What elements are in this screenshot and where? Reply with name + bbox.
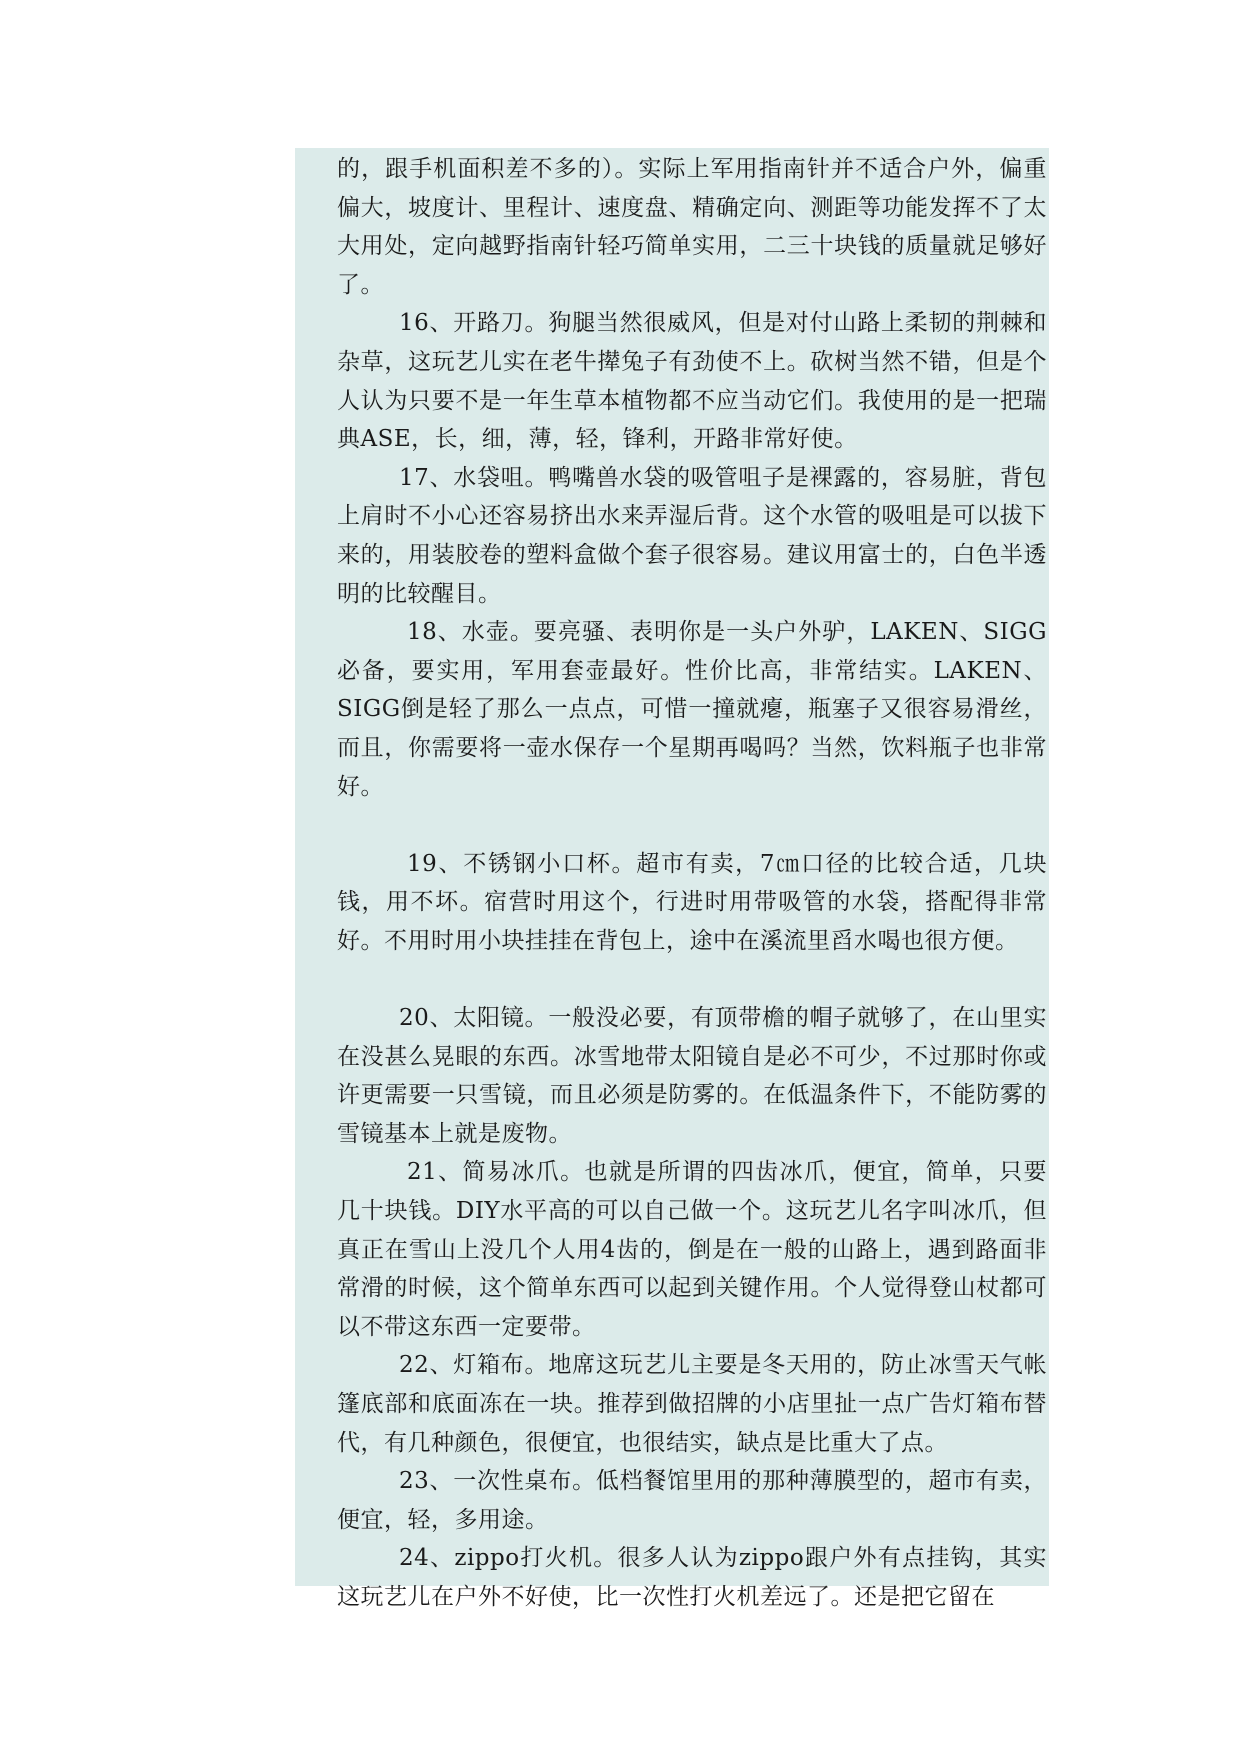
paragraph-18-water-bottle: 18、水壶。要亮骚、表明你是一头户外驴，LAKEN、SIGG必备，要实用，军用套壶最好。性价比高，非常结实。LAKEN、SIGG倒是轻了那么一点点，可惜一撞就瘪，瓶塞子又很容易滑丝，而且，你需要将一壶水保存一个星期再喝吗？当然，饮料瓶子也非常好。 (337, 619, 1047, 800)
paragraph-24-zippo: 24、zippo打火机。很多人认为zippo跟户外有点挂钩，其实这玩艺儿在户外不好使，比一次性打火机差远了。还是把它留在 (337, 1545, 1047, 1610)
document-body (337, 150, 1047, 1617)
paragraph-compass-end: 的，跟手机面积差不多的）。实际上军用指南针并不适合户外，偏重偏大，坡度计、里程计、速度盘、精确定向、测距等功能发挥不了太大用处，定向越野指南针轻巧简单实用，二三十块钱的质量就足够好了。 (337, 156, 1047, 298)
paragraph-gap (337, 806, 1047, 845)
paragraph-21-crampons: 21、简易冰爪。也就是所谓的四齿冰爪，便宜，简单，只要几十块钱。DIY水平高的可以自己做一个。这玩艺儿名字叫冰爪，但真正在雪山上没几个人用4齿的，倒是在一般的山路上，遇到路面非常滑的时候，这个简单东西可以起到关键作用。个人觉得登山杖都可以不带这东西一定要带。 (337, 1159, 1047, 1340)
paragraph-19-steel-cup: 19、不锈钢小口杯。超市有卖，7㎝口径的比较合适，几块钱，用不坏。宿营时用这个，行进时用带吸管的水袋，搭配得非常好。不用时用小块挂挂在背包上，途中在溪流里舀水喝也很方便。 (337, 850, 1047, 954)
paragraph-20-sunglasses: 20、太阳镜。一般没必要，有顶带檐的帽子就够了，在山里实在没甚么晃眼的东西。冰雪地带太阳镜自是必不可少，不过那时你或许更需要一只雪镜，而且必须是防雾的。在低温条件下，不能防雾的雪镜基本上就是废物。 (337, 1005, 1047, 1147)
paragraph-17-water-bag-nozzle: 17、水袋咀。鸭嘴兽水袋的吸管咀子是裸露的，容易脏，背包上肩时不小心还容易挤出水来弄湿后背。这个水管的吸咀是可以拔下来的，用装胶卷的塑料盒做个套子很容易。建议用富士的，白色半透明的比较醒目。 (337, 464, 1047, 607)
paragraph-16-machete: 16、开路刀。狗腿当然很威风，但是对付山路上柔韧的荆棘和杂草，这玩艺儿实在老牛撵兔子有劲使不上。砍树当然不错，但是个人认为只要不是一年生草本植物都不应当动它们。我使用的是一把瑞典ASE，长，细，薄，轻，锋利，开路非常好使。 (337, 310, 1047, 453)
paragraph-22-lightbox-cloth: 22、灯箱布。地席这玩艺儿主要是冬天用的，防止冰雪天气帐篷底部和底面冻在一块。推荐到做招牌的小店里扯一点广告灯箱布替代，有几种颜色，很便宜，也很结实，缺点是比重大了点。 (337, 1352, 1047, 1456)
paragraph-23-tablecloth: 23、一次性桌布。低档餐馆里用的那种薄膜型的，超市有卖，便宜，轻，多用途。 (337, 1468, 1047, 1533)
paragraph-gap (337, 960, 1047, 999)
